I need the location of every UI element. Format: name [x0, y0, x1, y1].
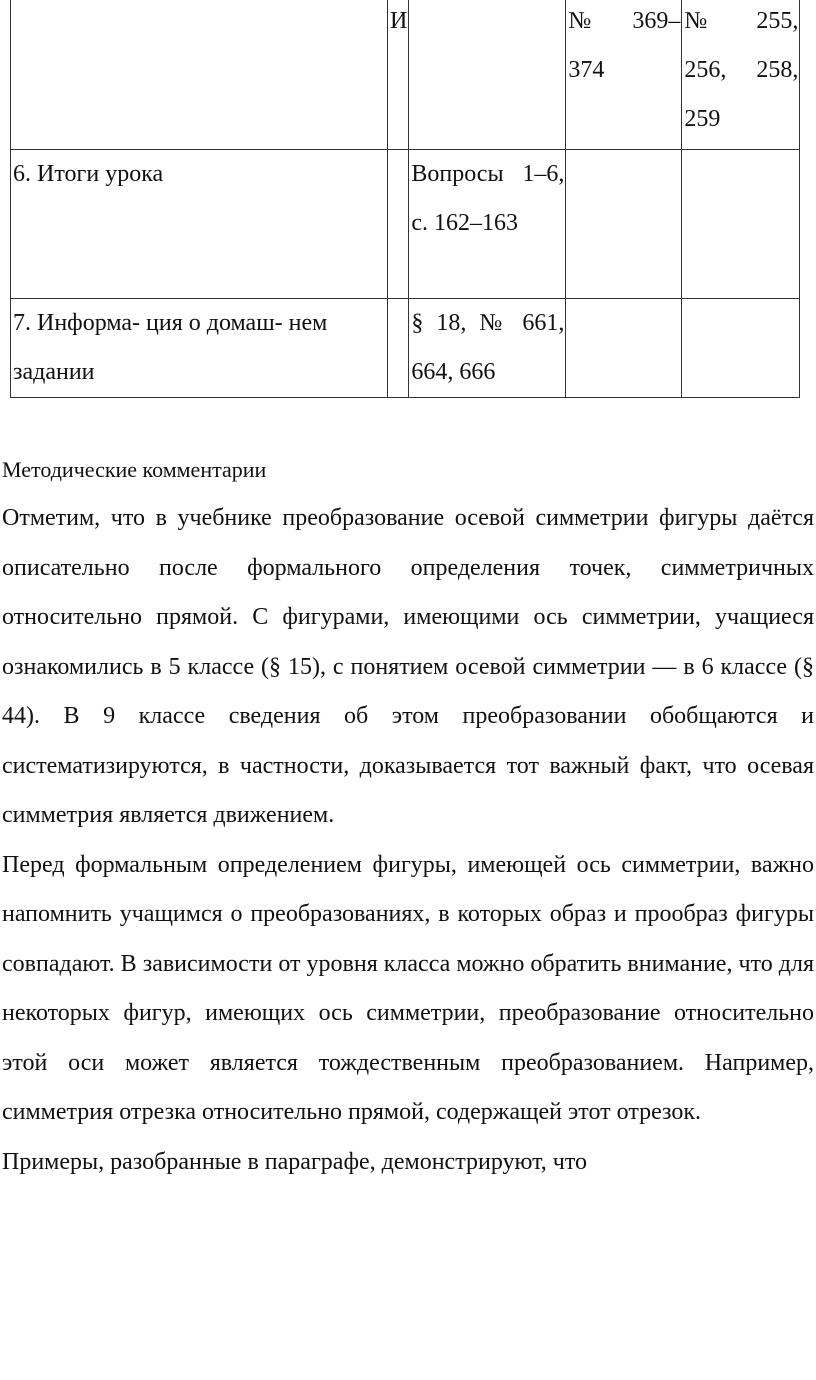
paragraph: Отметим, что в учебнике преобразование осевой симметрии фигуры даётся описательно после формального определения точек, симметричных относительно прямой. С фигурами, имеющими ось симметрии, учащиеся ознакомились в 5 классе (§ 15), с понятием осевой симметрии — в 6 классе (§ 44). В 9 классе сведения об этом преобразовании обобщаются и систематизируются, в частности, доказывается тот важный факт, что осевая симметрия является движением. — [2, 505, 814, 828]
table-row — [11, 0, 800, 150]
table-cell-workbook: № 255, 256, 258, 259 — [682, 0, 800, 150]
table-cell-form: И — [388, 0, 409, 150]
table-cell-form — [388, 150, 409, 299]
table-cell-stage — [11, 0, 388, 150]
table-cell-workbook — [682, 150, 800, 299]
table-cell-stage: 7. Информа- ция о домаш- нем задании — [11, 299, 388, 398]
table-row — [11, 150, 800, 299]
table-cell-textbook: Вопросы 1–6, с. 162–163 — [409, 150, 566, 299]
table-cell-workbook — [682, 299, 800, 398]
table-cell-tasks — [566, 299, 682, 398]
table-cell-textbook — [409, 0, 566, 150]
table-cell-textbook: § 18, № 661, 664, 666 — [409, 299, 566, 398]
table-cell-form — [388, 299, 409, 398]
table-cell-tasks: № 369–374 — [566, 0, 682, 150]
lesson-plan-table — [10, 0, 800, 398]
section-heading: Методические комментарии — [2, 457, 267, 482]
table-row — [11, 299, 800, 398]
table-cell-tasks — [566, 150, 682, 299]
paragraph: Примеры, разобранные в параграфе, демонстрируют, что — [2, 1148, 588, 1175]
paragraph: Перед формальным определением фигуры, имеющей ось симметрии, важно напомнить учащимся о преобразованиях, в которых образ и прообраз фигуры совпадают. В зависимости от уровня класса можно обратить внимание, что для некоторых фигур, имеющих ось симметрии, преобразование относительно этой оси может является тождественным преобразованием. Например, симметрия отрезка относительно прямой, содержащей этот отрезок. — [2, 851, 814, 1125]
table-cell-stage: 6. Итоги урока — [11, 150, 388, 299]
document-body — [2, 446, 814, 1187]
